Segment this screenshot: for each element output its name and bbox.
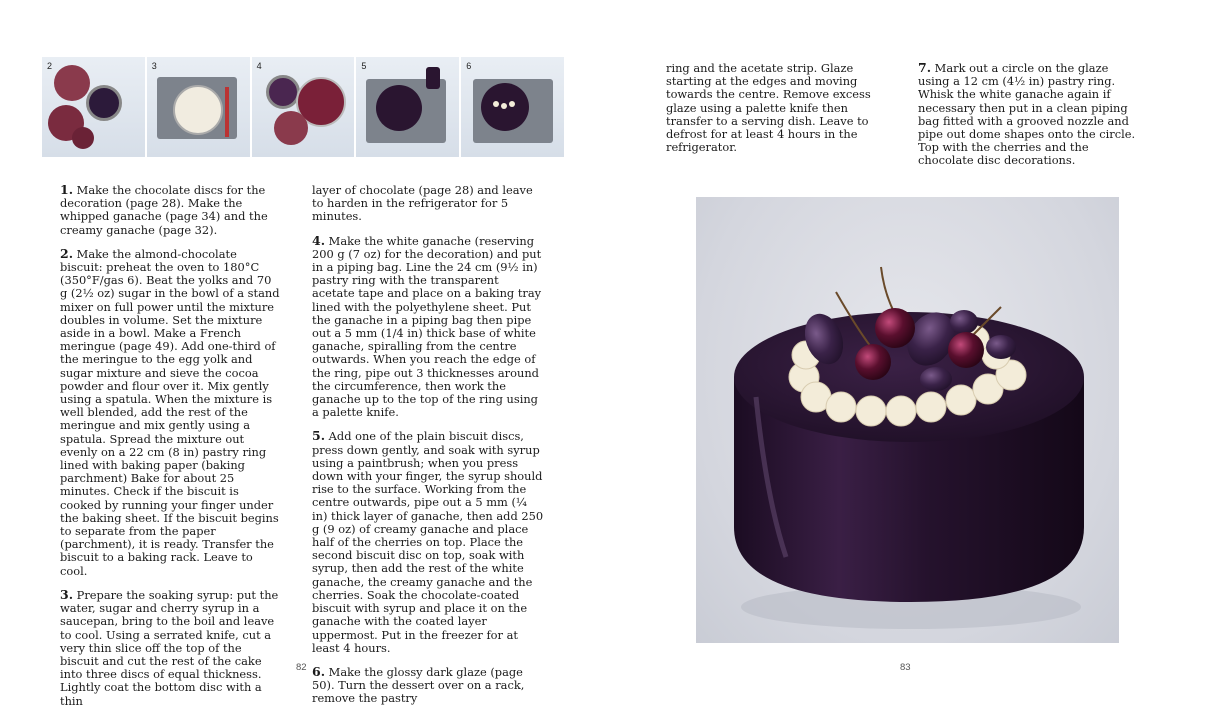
step-paragraph [312,665,544,706]
step-paragraph [312,183,544,224]
right-page [605,0,1210,700]
step-text: Make the chocolate discs for the decoration (page 28). Make the whipped ganache (page 34) and the creamy ganache (page 32). [60,183,268,237]
cake-photo [696,197,1119,643]
step-text: ring and the acetate strip. Glaze starting at the edges and moving towards the centre. Remove excess glaze using a palette knife then transfer to a serving dish. Leave to defrost for at least 4 hours in the refrigerator. [666,61,871,155]
step-paragraph [666,61,898,154]
step-number: 5. [312,428,326,444]
step-number: 4 [256,61,262,71]
step-paragraph [60,588,282,708]
step-number: 3 [151,61,157,71]
text-column-2 [312,183,544,716]
step-text: Add one of the plain biscuit discs, press down gently, and soak with syrup using a paintbrush; when you press down with your finger, the syrup should rise to the surface. Working from the centre outwards, pipe out a 5 mm (¼ in) thick layer of ganache, then add 250 g (9 oz) of creamy ganache and place half of the cherries on top. Place the second biscuit disc on top, soak with syrup, then add the rest of the white ganache, the creamy ganache and the cherries. Soak the chocolate-coated biscuit with syrup and place it on the ganache with the coated layer uppermost. Put in the freezer for at least 4 hours. [312,429,544,655]
step-paragraph [312,429,544,654]
step-paragraph [60,247,282,578]
text-column-3 [666,61,898,164]
page-number: 82 [296,662,307,673]
step-photo-strip [42,57,564,157]
step-thumbnail [252,57,357,157]
step-thumbnail [147,57,252,157]
step-thumbnail [461,57,564,157]
step-text: Make the almond-chocolate biscuit: preheat the oven to 180°C (350°F/gas 6). Beat the yolks and 70 g (2½ oz) sugar in the bowl of a stand mixer on full power until the mixture doubles in volume. Set the mixture aside in a bowl. Make a French meringue (page 49). Add one-third of the meringue to the egg yolk and sugar mixture and sieve the cocoa powder and flour over it. Mix gently using a spatula. When the mixture is well blended, add the rest of the meringue and mix gently using a spatula. Spread the mixture out evenly on a 22 cm (8 in) pastry ring lined with baking paper (baking parchment) Bake for about 25 minutes. Check if the biscuit is cooked by running your finger under the baking sheet. If the biscuit begins to separate from the paper (parchment), it is ready. Transfer the biscuit to a baking rack. Leave to cool. [60,246,280,578]
step-paragraph [918,61,1138,168]
cake-illustration [696,197,1119,643]
step-number: 6. [312,663,326,679]
step-paragraph [60,183,282,237]
step-thumbnail [356,57,461,157]
step-text: Mark out a circle on the glaze using a 12 cm (4½ in) pastry ring. Whisk the white ganache again if necessary then put in a clean piping bag fitted with a grooved nozzle and pipe out dome shapes onto the circle. Top with the cherries and the chocolate disc decorations. [918,61,1136,168]
step-text: layer of chocolate (page 28) and leave to harden in the refrigerator for 5 minutes. [312,183,533,224]
step-number: 4. [312,232,326,248]
step-number: 2 [47,61,53,71]
step-thumbnail [42,57,147,157]
page-number: 83 [900,662,911,673]
step-paragraph [312,234,544,420]
step-number: 7. [918,60,932,75]
text-column-4 [918,61,1138,178]
step-number: 1. [60,182,74,197]
left-page [0,0,605,708]
step-number: 5 [361,61,367,71]
step-text: Make the white ganache (reserving 200 g (7 oz) for the decoration) and put in a piping bag. Line the 24 cm (9½ in) pastry ring with the transparent acetate tape and place on a baking tray lined with the polyethylene sheet. Put the ganache in a piping bag then pipe out a 5 mm (1/4 in) thick base of white ganache, spiralling from the centre outwards. When you reach the edge of the ring, pipe out 3 thicknesses around the circumference, then work the ganache up to the top of the ring using a palette knife. [312,233,542,420]
step-number: 2. [60,245,74,261]
text-column-1 [60,183,282,718]
step-text: Prepare the soaking syrup: put the water, sugar and cherry syrup in a saucepan, bring to the boil and leave to cool. Using a serrated knife, cut a very thin slice off the top of the biscuit and cut the rest of the cake into three discs of equal thickness. Lightly coat the bottom disc with a thin [60,587,279,708]
step-number: 6 [466,61,472,71]
step-text: Make the glossy dark glaze (page 50). Turn the dessert over on a rack, remove the pastry [312,664,525,706]
step-number: 3. [60,586,74,602]
